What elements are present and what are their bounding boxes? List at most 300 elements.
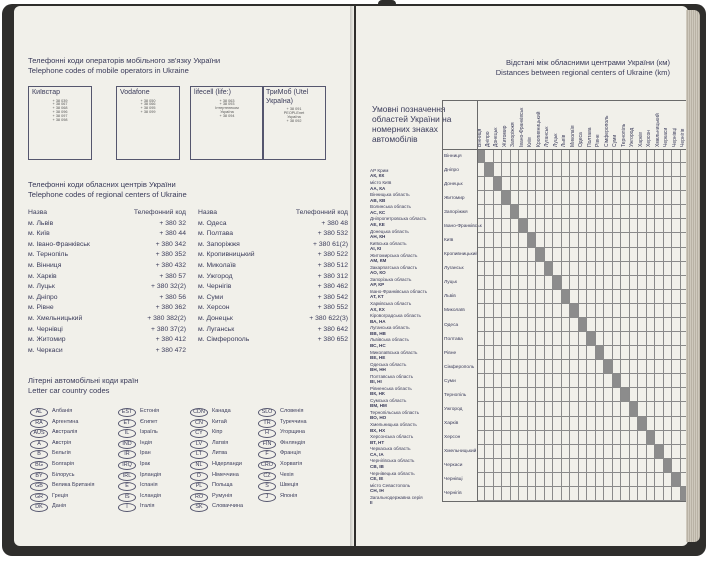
plate-region: Одеська область (370, 361, 407, 367)
distance-cell (485, 360, 493, 374)
distance-cell (528, 318, 536, 332)
country-name: Словаччина (212, 503, 243, 510)
distance-cell (545, 417, 553, 431)
distance-cell (579, 417, 587, 431)
country-code-chip: IRL (118, 472, 136, 481)
distance-cell (672, 177, 680, 191)
country-name: Румунія (212, 492, 233, 499)
plate-letters: АА, КА (370, 185, 386, 191)
distance-cell (672, 276, 680, 290)
regional-row (28, 293, 186, 304)
distance-cell (545, 163, 553, 177)
distance-cell (477, 487, 485, 501)
city-code: + 380 552 (317, 304, 348, 312)
distance-cell (562, 205, 570, 219)
plate-entry (370, 277, 411, 288)
regional-row (198, 325, 348, 336)
plate-letters: АН, КН (370, 233, 386, 239)
distance-cell (502, 233, 510, 247)
col-name-label: Назва (198, 209, 218, 216)
distance-cell (477, 205, 485, 219)
country-code-chip: CZ (258, 472, 276, 481)
distance-cell (647, 388, 655, 402)
distance-cell (596, 290, 604, 304)
distance-cell (485, 459, 493, 473)
distance-cell (596, 459, 604, 473)
distance-cell (664, 388, 672, 402)
distance-cell (494, 149, 502, 163)
plate-entry (370, 410, 419, 421)
distance-cell (672, 487, 680, 501)
distance-cell (638, 332, 646, 346)
distance-cell (502, 219, 510, 233)
country-code-chip: RA (30, 419, 48, 428)
col-header: Суми (612, 134, 619, 147)
distance-cell (545, 402, 553, 416)
distance-cell (613, 346, 621, 360)
regional-row (198, 293, 348, 304)
distance-cell (613, 177, 621, 191)
plate-letters: ВМ, НМ (370, 403, 387, 409)
distance-cell (545, 318, 553, 332)
distance-cell (562, 445, 570, 459)
distance-cell (672, 374, 680, 388)
distance-cell (570, 487, 578, 501)
row-header: Чернівці (444, 477, 463, 483)
plate-letters: ІІ (370, 500, 373, 506)
distance-cell (621, 445, 629, 459)
city-name: м. Чернігів (198, 283, 232, 291)
operator-name: lifecell (life:) (194, 89, 231, 96)
distance-cell (553, 402, 561, 416)
distance-cell (553, 290, 561, 304)
distance-cell (553, 205, 561, 219)
distance-cell (638, 360, 646, 374)
distance-cell (485, 304, 493, 318)
distance-cell (604, 431, 612, 445)
distance-cell (638, 304, 646, 318)
distance-cell (613, 149, 621, 163)
plate-region: Тернопільська область (370, 410, 419, 415)
distance-cell (494, 248, 502, 262)
country-name: Польща (212, 482, 233, 489)
distance-cell (604, 374, 612, 388)
distance-cell (604, 304, 612, 318)
distance-cell (647, 445, 655, 459)
plate-region: Київська область (370, 240, 407, 246)
distance-cell (664, 205, 672, 219)
city-code: + 380 48 (321, 219, 348, 227)
plate-entry (370, 350, 417, 361)
city-name: м. Суми (198, 293, 224, 301)
distance-cell (570, 304, 578, 318)
plate-letters: СА, ІА (370, 451, 384, 457)
distance-cell (562, 332, 570, 346)
regional-row (198, 219, 348, 230)
distance-cell (545, 346, 553, 360)
distance-cell (647, 473, 655, 487)
distance-cell (613, 473, 621, 487)
plate-entry (370, 495, 423, 506)
distance-cell (511, 177, 519, 191)
col-header: Харків (637, 132, 644, 147)
distance-cell (664, 191, 672, 205)
country-name: Австрія (52, 439, 72, 446)
plate-region: Сумська область (370, 397, 407, 403)
distance-cell (630, 233, 638, 247)
distance-cell (579, 346, 587, 360)
city-code: + 380 532 (317, 230, 348, 238)
distance-cell (494, 388, 502, 402)
country-name: Чехія (280, 471, 294, 478)
distance-cell (630, 248, 638, 262)
row-header: Херсон (444, 435, 461, 441)
distance-cell (596, 360, 604, 374)
regional-row (28, 250, 186, 261)
distance-cell (587, 487, 595, 501)
distance-cell (553, 487, 561, 501)
distance-cell (647, 346, 655, 360)
distance-cell (655, 402, 663, 416)
distance-cell (502, 402, 510, 416)
city-name: м. Кропивницький (198, 251, 255, 259)
plate-region: Полтавська область (370, 373, 414, 379)
regional-row (198, 314, 348, 325)
distance-cell (536, 417, 544, 431)
col-header: Луцьк (552, 133, 559, 147)
distance-cell (528, 332, 536, 346)
distance-cell (672, 304, 680, 318)
city-name: м. Луганськ (198, 325, 235, 333)
distance-cell (587, 290, 595, 304)
city-code: + 380 362 (155, 304, 186, 312)
distance-cell (647, 459, 655, 473)
city-name: м. Рівне (28, 304, 54, 312)
city-code: + 380 312 (317, 272, 348, 280)
distance-cell (545, 445, 553, 459)
plate-entry (370, 204, 411, 215)
regional-codes-right (198, 208, 348, 346)
regional-row (28, 325, 186, 336)
distance-cell (519, 276, 527, 290)
operator-code: Україна (220, 109, 234, 114)
distance-cell (494, 219, 502, 233)
city-code: + 380 522 (317, 251, 348, 259)
country-code-chip: IND (118, 440, 136, 449)
country-name: Туреччина (280, 418, 307, 425)
plate-letters: ВВ, НВ (370, 330, 386, 336)
distance-cell (485, 177, 493, 191)
distance-cell (528, 191, 536, 205)
distance-cell (511, 205, 519, 219)
city-code: + 380 32 (159, 219, 186, 227)
city-name: м. Донецьк (198, 314, 233, 322)
distance-cell (630, 163, 638, 177)
distance-cell (655, 233, 663, 247)
distance-cell (502, 346, 510, 360)
city-name: м. Херсон (198, 304, 230, 312)
distance-cell (638, 402, 646, 416)
distance-cell (545, 191, 553, 205)
distance-cell (511, 445, 519, 459)
distance-cell (502, 332, 510, 346)
col-header: Сімферополь (603, 115, 610, 147)
distance-cell (477, 374, 485, 388)
plate-region: АР Крим (370, 168, 389, 173)
distance-cell (664, 459, 672, 473)
distance-cell (613, 290, 621, 304)
distance-cell (579, 487, 587, 501)
distance-cell (604, 487, 612, 501)
distance-cell (477, 290, 485, 304)
distance-cell (502, 149, 510, 163)
distance-cell (477, 219, 485, 233)
distance-cell (638, 219, 646, 233)
distance-cell (587, 318, 595, 332)
distance-cell (494, 177, 502, 191)
operator-code: + 38 068 (52, 106, 68, 111)
distance-cell (528, 233, 536, 247)
distance-cell (528, 177, 536, 191)
distance-cell (485, 219, 493, 233)
plate-region: Черкаська область (370, 446, 411, 452)
distance-cell (613, 276, 621, 290)
distance-cell (570, 219, 578, 233)
distance-cell (630, 191, 638, 205)
distance-cell (579, 473, 587, 487)
col-header (198, 208, 348, 219)
distance-cell (553, 346, 561, 360)
distance-cell (621, 248, 629, 262)
distance-cell (494, 445, 502, 459)
plate-region: Запорізька область (370, 276, 412, 282)
distance-cell (562, 248, 570, 262)
distance-cell (664, 219, 672, 233)
city-name: м. Житомир (28, 336, 66, 344)
distance-cell (553, 445, 561, 459)
distance-cell (553, 374, 561, 388)
city-code: + 380 382(2) (147, 314, 186, 322)
distance-cell (553, 163, 561, 177)
operator-code: + 38 093 (219, 102, 235, 107)
row-header: Кропивницький (444, 252, 478, 258)
distance-cell (511, 191, 519, 205)
distance-cell (647, 318, 655, 332)
plate-entry (370, 168, 388, 179)
distance-cell (647, 262, 655, 276)
plate-region: Житомирська область (370, 252, 418, 258)
distance-cell (587, 360, 595, 374)
col-header: Хмельницький (654, 113, 661, 147)
col-header (28, 208, 186, 219)
distance-cell (664, 149, 672, 163)
country-name: Албанія (52, 408, 73, 414)
plate-letters: АХ, КХ (370, 306, 385, 312)
distance-cell (485, 233, 493, 247)
row-header: Черкаси (444, 463, 463, 469)
row-header: Рівне (444, 350, 457, 356)
plate-letters: ВА, НА (370, 318, 386, 324)
distance-cell (655, 487, 663, 501)
distance-cell (579, 332, 587, 346)
distance-cell (655, 431, 663, 445)
distance-cell (519, 388, 527, 402)
distance-cell (630, 262, 638, 276)
distance-cell (579, 388, 587, 402)
distance-cell (570, 332, 578, 346)
distance-cell (647, 276, 655, 290)
distance-cell (664, 487, 672, 501)
country-code-chip: E (118, 482, 136, 491)
col-header: Чернігів (680, 128, 687, 147)
distance-cell (596, 233, 604, 247)
distance-cell (562, 374, 570, 388)
regional-row (198, 282, 348, 293)
city-name: м. Тернопіль (28, 251, 69, 259)
distance-cell (672, 417, 680, 431)
distance-cell (528, 219, 536, 233)
city-code: + 380 56 (159, 293, 186, 301)
country-name: Іспанія (140, 482, 158, 489)
distance-cell (604, 318, 612, 332)
distance-cell (672, 459, 680, 473)
distance-cell (587, 402, 595, 416)
distance-cell (621, 290, 629, 304)
distance-cell (587, 332, 595, 346)
distance-cell (553, 332, 561, 346)
distance-cell (621, 219, 629, 233)
distance-cell (613, 219, 621, 233)
distance-cell (587, 163, 595, 177)
country-code-chip: I (118, 503, 136, 512)
distance-cell (647, 417, 655, 431)
distance-cell (485, 163, 493, 177)
plate-region: Кіровоградська область (370, 313, 421, 319)
distance-cell (630, 402, 638, 416)
distance-cell (638, 417, 646, 431)
operator-box (262, 86, 326, 160)
distance-cell (596, 374, 604, 388)
plate-region: Загальнодержавна серія (370, 494, 423, 500)
city-name: м. Сімферополь (198, 336, 250, 344)
regional-row (198, 240, 348, 251)
plate-entry (370, 422, 417, 433)
distance-cell (604, 346, 612, 360)
distance-cell (570, 205, 578, 219)
distance-cell (485, 487, 493, 501)
distance-cell (511, 459, 519, 473)
operator-box (116, 86, 180, 160)
regional-title-en: Telephone codes of regional centers of Ukraine (28, 190, 187, 199)
city-name: м. Полтава (198, 230, 234, 238)
distance-cell (494, 417, 502, 431)
distance-cell (655, 346, 663, 360)
distance-cell (664, 374, 672, 388)
distance-cell (647, 233, 655, 247)
distance-cell (511, 318, 519, 332)
country-name: Ірак (140, 461, 151, 467)
distance-cell (613, 318, 621, 332)
distance-cell (613, 163, 621, 177)
distance-cell (630, 290, 638, 304)
distance-cell (502, 177, 510, 191)
distance-cell (604, 445, 612, 459)
distance-cell (587, 177, 595, 191)
country-code-chip: LT (190, 450, 208, 459)
city-name: м. Івано-Франківськ (28, 240, 90, 248)
distance-cell (553, 219, 561, 233)
distance-cell (621, 332, 629, 346)
operator-code: Україна (287, 114, 301, 119)
col-header: Полтава (586, 127, 593, 147)
regional-title-ua: Телефонні коди обласних центрів України (28, 180, 176, 189)
distance-cell (494, 346, 502, 360)
regional-row (198, 261, 348, 272)
plate-entry (370, 337, 409, 348)
plate-region: Донецька область (370, 228, 409, 234)
plate-entry (370, 265, 417, 276)
country-code-chip: B (30, 450, 48, 459)
distance-cell (570, 417, 578, 431)
right-page (356, 6, 688, 546)
distance-cell (553, 149, 561, 163)
distance-cell (519, 233, 527, 247)
distance-cell (621, 149, 629, 163)
distance-cell (511, 233, 519, 247)
distance-cell (519, 262, 527, 276)
operator-code: + 38 099 (140, 109, 156, 114)
distance-cell (511, 417, 519, 431)
plate-entry (370, 398, 406, 409)
distance-cell (630, 219, 638, 233)
distance-cell (511, 374, 519, 388)
distance-cell (519, 248, 527, 262)
distance-cell (562, 431, 570, 445)
regional-row (28, 272, 186, 283)
distance-cell (502, 417, 510, 431)
distance-cell (553, 417, 561, 431)
distance-cell (562, 262, 570, 276)
plate-entry (370, 374, 413, 385)
distance-cell (664, 445, 672, 459)
distance-cell (528, 417, 536, 431)
distance-cell (502, 304, 510, 318)
distance-cell (579, 233, 587, 247)
distance-cell (579, 276, 587, 290)
country-name: Кіпр (212, 429, 223, 436)
country-code-chip: NL (190, 461, 208, 470)
distance-cell (570, 431, 578, 445)
distance-cell (477, 149, 485, 163)
distance-cell (604, 473, 612, 487)
distance-cell (485, 290, 493, 304)
distance-cell (613, 262, 621, 276)
plate-entry (370, 386, 412, 397)
plate-letters: АМ, КМ (370, 258, 387, 264)
distance-cell (519, 318, 527, 332)
operators-title-ua: Телефонні коди операторів мобільного зв'язку України (28, 56, 221, 65)
distance-cell (587, 374, 595, 388)
distance-cell (477, 191, 485, 205)
page-edges (686, 10, 700, 542)
regional-row (28, 229, 186, 240)
distance-cell (579, 163, 587, 177)
distance-cell (570, 163, 578, 177)
distance-cell (511, 248, 519, 262)
distance-cell (647, 149, 655, 163)
plate-entry (370, 434, 413, 445)
plate-entry (370, 471, 415, 482)
